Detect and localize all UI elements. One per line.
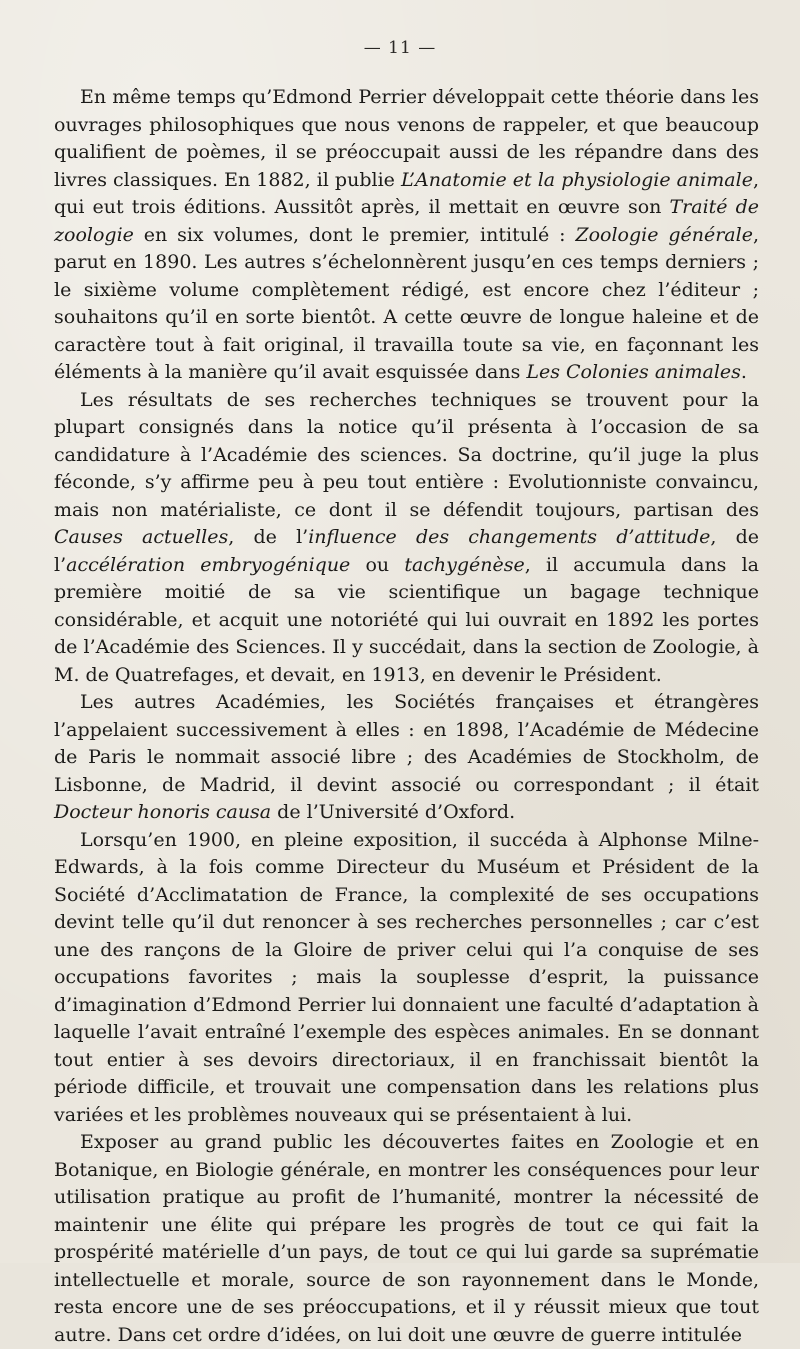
italic-title-text: tachygénèse <box>404 553 525 576</box>
italic-title-text: Zoologie générale <box>575 223 753 246</box>
text-run: En même temps qu’Edmond Perrier développait cette théorie dans les ouvrages philosophiques que nous venons de rappeler, et que beaucoup qualifient de poèmes, il se préoccupait aussi de les répandre dans des livres classiques. En 1882, il publie <box>54 86 759 191</box>
italic-title-text: L’Anatomie et la physiologie animale <box>400 168 753 191</box>
italic-title-text: accélération embryogénique <box>66 553 351 576</box>
text-run: Lorsqu’en 1900, en pleine exposition, il succéda à Alphonse Milne-Edwards, à la fois comme Directeur du Muséum et Président de la Société d’Acclimatation de France, la complexité de ses occupations devint telle qu’il dut renoncer à ses recherches personnelles ; car c’est une des rançons de la Gloire de priver celui qui l’a conquise de ses occupations favorites ; mais la souplesse d’esprit, la puissance d’imagination d’Edmond Perrier lui donnaient une faculté d’adaptation à laquelle l’avait entraîné l’exemple des espèces animales. En se donnant tout entier à ses devoirs directoriaux, il en franchissait bientôt la période difficile, et trouvait une compensation dans les relations plus variées et les problèmes nouveaux qui se présentaient à lui. <box>54 828 759 1126</box>
text-run: , parut en 1890. Les autres s’échelonnèrent jusqu’en ces temps derniers ; le sixième volume complètement rédigé, est encore chez l’éditeur ; souhaitons qu’il en sorte bientôt. A cette œuvre de longue haleine et de caractère tout à fait original, il travailla toute sa vie, en façonnant les éléments à la manière qu’il avait esquissée dans <box>54 223 759 383</box>
text-run: Les résultats de ses recherches techniques se trouvent pour la plupart consignés dans la notice qu’il présenta à l’occasion de sa candidature à l’Académie des sciences. Sa doctrine, qu’il juge la plus féconde, s’y affirme peu à peu tout entière : Evolutionniste convaincu, mais non matérialiste, ce dont il se défendit toujours, partisan des <box>54 388 759 521</box>
italic-title-text: Docteur honoris causa <box>54 801 272 823</box>
text-run: , de l’ <box>228 526 309 548</box>
text-run: de l’Université d’Oxford. <box>271 801 516 823</box>
text-run: . <box>740 361 747 383</box>
text-run: , il accumula dans la première moitié de sa vie scientifique un bagage technique considérable, et acquit une notoriété qui lui ouvrait en 1892 les portes de l’Académie des Sciences. Il y succédait, dans la section de Zoologie, à M. de Quatrefages, et devait, en 1913, en devenir le Président. <box>54 553 759 686</box>
paragraph <box>54 827 759 1130</box>
text-run: , de l’ <box>54 526 759 576</box>
italic-title-text: influence des changements d’attitude <box>308 526 711 548</box>
paragraph <box>54 689 759 827</box>
text-run: Les autres Académies, les Sociétés françaises et étrangères l’appelaient successivement à elles : en 1898, l’Académie de Médecine de Paris le nommait associé libre ; des Académies de Stockholm, de Lisbonne, de Madrid, il devint associé ou correspondant ; il était <box>54 691 759 796</box>
text-run: Exposer au grand public les découvertes faites en Zoologie et en Botanique, en Biologie générale, en montrer les conséquences pour leur utilisation pratique au profit de l’humanité, montrer la nécessité de maintenir une élite qui prépare les progrès de tout ce qui fait la prospérité matérielle d’un pays, de tout ce qui lui garde sa suprématie intellectuelle et morale, source de son rayonnement dans le Monde, resta encore une de ses préoccupations, et il y réussit mieux que tout autre. Dans cet ordre d’idées, on lui doit une œuvre de guerre intitulée <box>54 1131 759 1346</box>
text-run: ou <box>350 553 405 576</box>
body-text <box>54 84 759 1349</box>
paragraph <box>54 1129 759 1349</box>
page-number: — 11 — <box>363 38 437 58</box>
italic-title-text: Causes actuelles <box>54 526 229 548</box>
italic-title-text: Traité de zoologie <box>54 196 759 246</box>
text-run: en six volumes, dont le premier, intitulé : <box>133 223 576 246</box>
paragraph <box>54 387 759 690</box>
paragraph <box>54 84 759 387</box>
text-run: , qui eut trois éditions. Aussitôt après, il mettait en œuvre son <box>54 168 759 218</box>
italic-title-text: Les Colonies animales <box>526 361 741 383</box>
